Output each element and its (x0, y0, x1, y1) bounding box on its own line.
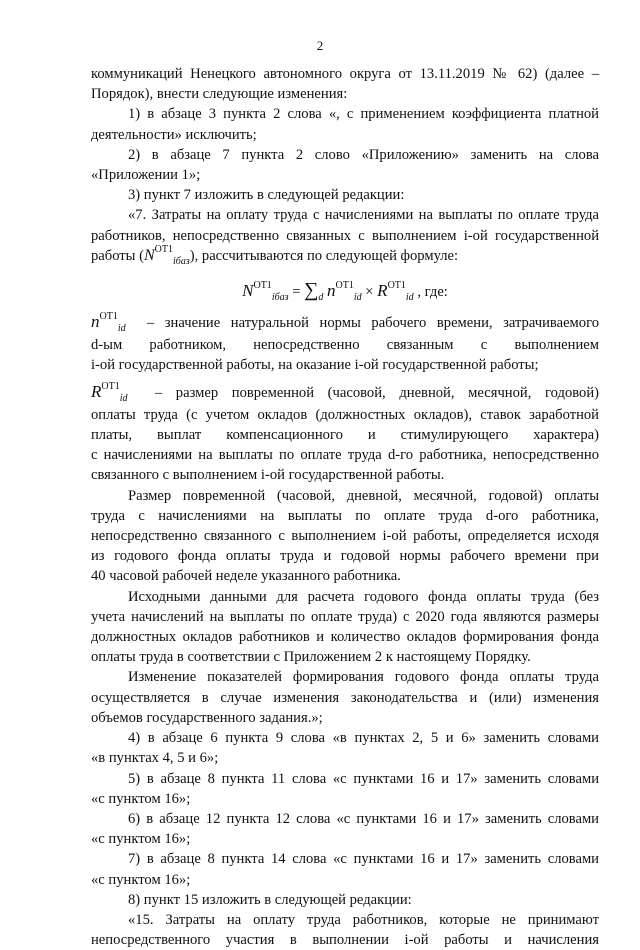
text-line: оплаты труда (с учетом окладов (должностных окладов), ставок заработной (91, 406, 599, 423)
formula-subscript: iбаз (173, 255, 190, 267)
text-fragment: работы ( (91, 247, 144, 264)
text-line: из годового фонда оплаты труда и годовой нормы рабочего времени при (91, 548, 599, 565)
document-body (91, 64, 599, 950)
text-line: платы, выплат компенсационного и стимулирующего характера) (91, 427, 599, 444)
formula-superscript: ОТ1 (387, 280, 406, 292)
text-line: «с пунктом 16»; (91, 831, 191, 848)
text-fragment: – размер повременной (часовой, дневной, месячной, годовой) (154, 384, 599, 401)
text-line: i-ой государственной работы, на оказание i-ой государственной работы; (91, 357, 539, 374)
text-line: 1) в абзаце 3 пункта 2 слова «, с применением коэффициента платной (128, 106, 599, 123)
page-number: 2 (316, 38, 324, 53)
formula-superscript: ОТ1 (154, 243, 174, 255)
text-line: с начислениями на выплаты по оплате труда d-го работника, непосредственно (91, 447, 599, 464)
text-line (91, 243, 599, 268)
definition-line (91, 312, 599, 335)
formula-subscript: id (117, 323, 126, 335)
formula-superscript: ОТ1 (101, 380, 120, 392)
text-line: непосредственного участия в выполнении i-ой работы и начисления (91, 932, 599, 949)
text-line: 6) в абзаце 12 пункта 12 слова «с пунктами 16 и 17» заменить словами (128, 810, 599, 827)
text-line: 2) в абзаце 7 пункта 2 слово «Приложению» заменить на слова (128, 146, 599, 163)
text-line: 3) пункт 7 изложить в следующей редакции: (128, 187, 405, 204)
definition-line (91, 382, 599, 405)
formula-times: × (365, 284, 374, 301)
text-fragment: ), рассчитываются по следующей формуле: (189, 247, 459, 264)
text-line: «7. Затраты на оплату труда с начислениями на выплаты по оплате труда (128, 207, 599, 224)
text-line: 4) в абзаце 6 пункта 9 слова «в пунктах 2, 5 и 6» заменить словами (128, 730, 599, 747)
formula-symbol-N: N (242, 281, 254, 301)
text-line: Порядок), внести следующие изменения: (91, 86, 348, 103)
text-line: непосредственно связанного с выполнением i-ой работы, определяется исходя (91, 528, 599, 545)
text-line: 5) в абзаце 8 пункта 11 слова «с пунктами 16 и 17» заменить словами (128, 770, 599, 787)
formula-sum: ∑ (304, 279, 319, 302)
formula-subscript: id (353, 292, 362, 304)
formula-symbol-R: R (377, 281, 388, 301)
text-line: должностных окладов работников и количество окладов формирования фонда (91, 629, 599, 646)
formula-symbol-N: N (144, 246, 155, 264)
formula-block (91, 274, 599, 306)
formula-tail: , где: (417, 284, 448, 301)
formula-symbol-n: n (91, 312, 100, 332)
text-line: d-ым работником, непосредственно связанным с выполнением (91, 337, 599, 354)
formula-subscript: d (318, 292, 324, 304)
text-line: Исходными данными для расчета годового фонда оплаты труда (без (128, 588, 599, 605)
text-fragment: – значение натуральной нормы рабочего времени, затрачиваемого (146, 315, 600, 332)
text-line: «в пунктах 4, 5 и 6»; (91, 750, 219, 767)
text-line: Изменение показателей формирования годового фонда оплаты труда (128, 669, 599, 686)
text-line: деятельности» исключить; (91, 126, 257, 143)
text-line: осуществляется в случае изменения законодательства и (или) изменения (91, 689, 599, 706)
formula-subscript: id (119, 392, 128, 404)
formula-symbol-n: n (327, 281, 336, 301)
formula-superscript: ОТ1 (99, 311, 118, 323)
formula-equals: = (292, 284, 301, 301)
text-line: «с пунктом 16»; (91, 871, 191, 888)
text-line: «15. Затраты на оплату труда работников, которые не принимают (128, 911, 599, 928)
text-line: связанного с выполнением i-ой государственной работы. (91, 467, 445, 484)
formula-superscript: ОТ1 (335, 280, 354, 292)
text-line: «с пунктом 16»; (91, 790, 191, 807)
text-line: объемов государственного задания.»; (91, 709, 323, 726)
text-line: оплаты труда в соответствии с Приложением 2 к настоящему Порядку. (91, 649, 531, 666)
text-line: работников, непосредственно связанных с выполнением i-ой государственной (91, 227, 599, 244)
text-line: Размер повременной (часовой, дневной, месячной, годовой) оплаты (128, 487, 599, 504)
formula-subscript: id (405, 292, 414, 304)
text-line: учета начислений на выплаты по оплате труда) с 2020 года являются размеры (91, 608, 599, 625)
text-line: коммуникаций Ненецкого автономного округа от 13.11.2019 № 62) (далее – (91, 66, 599, 82)
text-line: «Приложении 1»; (91, 167, 201, 184)
formula-superscript: ОТ1 (253, 280, 272, 292)
text-line: труда с начислениями на выплаты по оплате труда d-ого работника, (91, 507, 599, 524)
formula-subscript: iбаз (271, 292, 289, 304)
text-line: 8) пункт 15 изложить в следующей редакции: (128, 891, 412, 908)
formula-symbol-R: R (91, 381, 102, 401)
text-line: 40 часовой рабочей неделе указанного работника. (91, 568, 401, 585)
text-line: 7) в абзаце 8 пункта 14 слова «с пунктами 16 и 17» заменить словами (128, 851, 599, 868)
